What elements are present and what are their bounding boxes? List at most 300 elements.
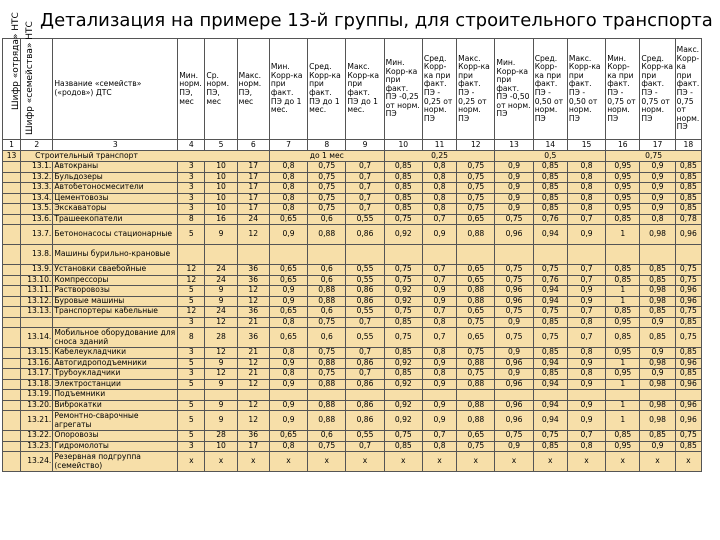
header-max-norm: Макс. норм. ПЭ, мес <box>237 39 269 140</box>
family-code: 13.23. <box>21 441 53 452</box>
value-cell: 17 <box>237 172 269 183</box>
value-cell: 0,9 <box>495 193 533 204</box>
value-cell: 0,7 <box>346 193 384 204</box>
value-cell: 0,7 <box>567 265 605 276</box>
value-cell: 0,7 <box>567 431 605 442</box>
value-cell: 0,95 <box>606 369 640 380</box>
value-cell: 0,85 <box>533 204 567 215</box>
page-title: Детализация на примере 13-й группы, для строительного транспорта <box>40 10 713 31</box>
value-cell <box>640 390 675 401</box>
value-cell: 0,8 <box>269 193 307 204</box>
value-cell: 10 <box>205 162 237 173</box>
value-cell: 0,75 <box>457 204 495 215</box>
value-cell: 0,75 <box>457 193 495 204</box>
value-cell: 0,9 <box>422 358 456 369</box>
table-row <box>3 307 702 318</box>
value-cell: 3 <box>178 193 205 204</box>
value-cell: 10 <box>205 183 237 194</box>
value-cell: 0,85 <box>533 348 567 359</box>
value-cell <box>606 245 640 265</box>
value-cell: 9 <box>205 400 237 411</box>
value-cell: 17 <box>237 193 269 204</box>
value-cell: 8 <box>178 328 205 348</box>
table-row <box>3 348 702 359</box>
value-cell: 0,98 <box>640 411 675 431</box>
value-cell: 0,85 <box>384 172 422 183</box>
value-cell: 0,96 <box>495 379 533 390</box>
value-cell: 0,96 <box>495 411 533 431</box>
value-cell: x <box>495 452 533 472</box>
value-cell: 0,85 <box>675 369 701 380</box>
cell-empty <box>3 431 21 442</box>
value-cell: 0,65 <box>269 328 307 348</box>
value-cell: 0,86 <box>346 411 384 431</box>
value-cell: 36 <box>237 431 269 442</box>
value-cell: 0,88 <box>308 296 346 307</box>
family-code: 13.6. <box>21 214 53 225</box>
value-cell: x <box>457 452 495 472</box>
value-cell: 0,98 <box>640 358 675 369</box>
value-cell: 0,8 <box>567 348 605 359</box>
value-cell: 0,8 <box>422 193 456 204</box>
family-name: Транспортеры кабельные <box>53 307 178 318</box>
family-name: Гидромолоты <box>53 441 178 452</box>
table-row <box>3 204 702 215</box>
value-cell: 0,86 <box>346 296 384 307</box>
value-cell: 0,7 <box>567 275 605 286</box>
value-cell <box>205 390 237 401</box>
value-cell: 0,7 <box>346 162 384 173</box>
value-cell: 12 <box>237 296 269 307</box>
value-cell: 0,9 <box>422 379 456 390</box>
value-cell: 1 <box>606 411 640 431</box>
value-cell: 0,8 <box>567 193 605 204</box>
value-cell: 10 <box>205 204 237 215</box>
value-cell: 0,86 <box>346 286 384 297</box>
cell-empty <box>3 225 21 245</box>
value-cell: 0,75 <box>384 275 422 286</box>
value-cell: 9 <box>205 379 237 390</box>
value-cell: 0,75 <box>384 214 422 225</box>
table-row <box>3 193 702 204</box>
table-row <box>3 286 702 297</box>
column-number: 10 <box>384 140 422 151</box>
value-cell: 0,88 <box>308 225 346 245</box>
value-cell: 0,9 <box>269 411 307 431</box>
table-row <box>3 441 702 452</box>
value-cell: 0,75 <box>495 307 533 318</box>
value-cell: 0,65 <box>269 265 307 276</box>
table-row <box>3 245 702 265</box>
value-cell: 0,9 <box>567 286 605 297</box>
value-cell <box>269 390 307 401</box>
header-max-1m: Макс. Корр-ка при факт. ПЭ до 1 мес. <box>346 39 384 140</box>
value-cell: 0,85 <box>533 183 567 194</box>
value-cell: 0,8 <box>567 317 605 328</box>
value-cell: 0,8 <box>422 204 456 215</box>
value-cell: 0,96 <box>495 400 533 411</box>
family-code: 13.24. <box>21 452 53 472</box>
value-cell <box>495 390 533 401</box>
value-cell: 0,9 <box>640 348 675 359</box>
value-cell: 0,88 <box>457 358 495 369</box>
value-cell: 0,9 <box>495 162 533 173</box>
value-cell: 3 <box>178 348 205 359</box>
value-cell: 0,75 <box>533 431 567 442</box>
value-cell: 0,85 <box>384 162 422 173</box>
value-cell: 0,9 <box>422 225 456 245</box>
column-number: 4 <box>178 140 205 151</box>
table-row <box>3 162 702 173</box>
cell-empty <box>3 275 21 286</box>
value-cell: 0,85 <box>675 172 701 183</box>
value-cell: 0,8 <box>269 317 307 328</box>
value-cell <box>495 245 533 265</box>
group-row <box>3 151 702 162</box>
value-cell: 0,9 <box>422 286 456 297</box>
value-cell: 0,6 <box>308 328 346 348</box>
value-cell: 1 <box>606 379 640 390</box>
value-cell: 12 <box>205 317 237 328</box>
value-cell: x <box>308 452 346 472</box>
value-cell: 0,9 <box>495 204 533 215</box>
value-cell: 24 <box>205 265 237 276</box>
value-cell: 0,94 <box>533 286 567 297</box>
value-cell: 0,75 <box>457 317 495 328</box>
family-name: Кабелеукладчики <box>53 348 178 359</box>
value-cell: x <box>178 452 205 472</box>
value-cell: 0,8 <box>269 348 307 359</box>
table-row <box>3 317 702 328</box>
value-cell: 0,65 <box>457 431 495 442</box>
family-name: Мобильное оборудование для сноса зданий <box>53 328 178 348</box>
table-row <box>3 265 702 276</box>
value-cell: 0,9 <box>495 348 533 359</box>
value-cell: 24 <box>205 307 237 318</box>
value-cell: x <box>269 452 307 472</box>
value-cell: 0,75 <box>384 265 422 276</box>
value-cell: 0,7 <box>422 328 456 348</box>
value-cell: 0,9 <box>422 411 456 431</box>
value-cell: 0,75 <box>308 317 346 328</box>
value-cell: 0,96 <box>495 358 533 369</box>
value-cell: 0,9 <box>567 400 605 411</box>
value-cell: 0,86 <box>346 400 384 411</box>
value-cell: 0,65 <box>457 214 495 225</box>
value-cell: x <box>346 452 384 472</box>
header-name: Название «семейств» («родов») ДТС <box>53 39 178 140</box>
family-name: Установки сваебойные <box>53 265 178 276</box>
value-cell: 1 <box>606 400 640 411</box>
value-cell: 0,85 <box>533 317 567 328</box>
family-code: 13.4. <box>21 193 53 204</box>
value-cell: 0,75 <box>308 441 346 452</box>
value-cell: 0,8 <box>422 317 456 328</box>
table-row <box>3 358 702 369</box>
value-cell: 0,98 <box>640 286 675 297</box>
value-cell: 0,94 <box>533 379 567 390</box>
family-name: Автогидроподъемники <box>53 358 178 369</box>
group-period-4: 0,75 <box>606 151 702 162</box>
value-cell: 0,65 <box>457 275 495 286</box>
value-cell: 5 <box>178 358 205 369</box>
value-cell: 0,9 <box>495 317 533 328</box>
value-cell: 0,55 <box>346 307 384 318</box>
value-cell <box>308 245 346 265</box>
value-cell: 0,75 <box>457 183 495 194</box>
value-cell: 0,9 <box>567 411 605 431</box>
table-row <box>3 379 702 390</box>
table-row <box>3 411 702 431</box>
header-avg-050: Сред. Корр-ка при факт. ПЭ - 0,50 от норм. ПЭ <box>533 39 567 140</box>
value-cell: 0,85 <box>640 307 675 318</box>
value-cell: 36 <box>237 275 269 286</box>
value-cell: 0,96 <box>495 286 533 297</box>
cell-empty <box>3 245 21 265</box>
value-cell: 0,92 <box>384 411 422 431</box>
value-cell: 0,9 <box>567 225 605 245</box>
value-cell: 0,75 <box>457 369 495 380</box>
value-cell: 0,8 <box>567 162 605 173</box>
value-cell: 28 <box>205 328 237 348</box>
family-name: Компрессоры <box>53 275 178 286</box>
value-cell: 0,85 <box>533 193 567 204</box>
value-cell: 0,76 <box>533 214 567 225</box>
value-cell: 0,96 <box>495 225 533 245</box>
value-cell: 0,8 <box>567 204 605 215</box>
value-cell: 21 <box>237 317 269 328</box>
value-cell: 0,76 <box>533 275 567 286</box>
header-avg-025: Сред. Корр-ка при факт. ПЭ - 0,25 от норм. ПЭ <box>422 39 456 140</box>
value-cell: 0,85 <box>606 214 640 225</box>
family-name: Автобетоносмесители <box>53 183 178 194</box>
value-cell: 0,9 <box>640 162 675 173</box>
value-cell: x <box>533 452 567 472</box>
value-cell: 0,7 <box>346 317 384 328</box>
value-cell: 0,9 <box>495 183 533 194</box>
value-cell: 0,65 <box>457 307 495 318</box>
value-cell <box>237 245 269 265</box>
value-cell: 0,65 <box>269 307 307 318</box>
value-cell: 0,92 <box>384 286 422 297</box>
value-cell: 0,8 <box>422 162 456 173</box>
value-cell: 12 <box>237 286 269 297</box>
value-cell: 0,9 <box>640 369 675 380</box>
value-cell: 0,94 <box>533 225 567 245</box>
value-cell: 0,7 <box>567 214 605 225</box>
value-cell: 9 <box>205 225 237 245</box>
value-cell: 0,85 <box>384 183 422 194</box>
value-cell: 1 <box>606 286 640 297</box>
detail-table <box>2 38 702 472</box>
cell-empty <box>3 328 21 348</box>
family-code: 13.5. <box>21 204 53 215</box>
value-cell: 0,65 <box>457 328 495 348</box>
value-cell: 16 <box>205 214 237 225</box>
value-cell: 0,7 <box>567 307 605 318</box>
value-cell: 0,7 <box>346 369 384 380</box>
value-cell: 0,96 <box>675 379 701 390</box>
value-cell: x <box>384 452 422 472</box>
value-cell: x <box>640 452 675 472</box>
value-cell: 0,85 <box>384 204 422 215</box>
header-max-050: Макс. Корр-ка при факт. ПЭ - 0,50 от норм. ПЭ <box>567 39 605 140</box>
header-avg-1m: Сред. Корр-ка при факт. ПЭ до 1 мес. <box>308 39 346 140</box>
family-name: Растворовозы <box>53 286 178 297</box>
value-cell: 0,94 <box>533 358 567 369</box>
value-cell: 5 <box>178 411 205 431</box>
value-cell: 0,75 <box>533 307 567 318</box>
value-cell: 0,75 <box>457 348 495 359</box>
column-number: 12 <box>457 140 495 151</box>
value-cell: 0,9 <box>269 358 307 369</box>
family-code: 13.12. <box>21 296 53 307</box>
value-cell: 0,9 <box>495 172 533 183</box>
value-cell: 12 <box>237 411 269 431</box>
value-cell: 0,7 <box>422 214 456 225</box>
value-cell: 0,55 <box>346 265 384 276</box>
column-number: 15 <box>567 140 605 151</box>
value-cell: 3 <box>178 162 205 173</box>
family-name: Бульдозеры <box>53 172 178 183</box>
value-cell: 0,85 <box>640 431 675 442</box>
value-cell: 0,98 <box>640 225 675 245</box>
family-code: 13.7. <box>21 225 53 245</box>
value-cell: 17 <box>237 162 269 173</box>
value-cell: 0,8 <box>422 369 456 380</box>
column-number: 17 <box>640 140 675 151</box>
group-period-1: до 1 мес <box>269 151 384 162</box>
value-cell: 1 <box>606 225 640 245</box>
value-cell <box>178 390 205 401</box>
value-cell: 0,75 <box>457 162 495 173</box>
value-cell: 0,6 <box>308 275 346 286</box>
value-cell: 0,9 <box>640 193 675 204</box>
value-cell: 0,92 <box>384 296 422 307</box>
family-code: 13.15. <box>21 348 53 359</box>
family-name: Экскаваторы <box>53 204 178 215</box>
table-row <box>3 183 702 194</box>
cell-empty <box>3 369 21 380</box>
value-cell <box>384 245 422 265</box>
value-cell: 0,75 <box>308 183 346 194</box>
value-cell: 0,75 <box>495 214 533 225</box>
value-cell: 17 <box>237 183 269 194</box>
value-cell: 0,88 <box>457 400 495 411</box>
value-cell <box>567 390 605 401</box>
table-row <box>3 369 702 380</box>
family-name: Электростанции <box>53 379 178 390</box>
value-cell: x <box>606 452 640 472</box>
value-cell: 0,85 <box>384 369 422 380</box>
column-number: 5 <box>205 140 237 151</box>
family-name: Автокраны <box>53 162 178 173</box>
table-row <box>3 214 702 225</box>
value-cell: 0,75 <box>457 441 495 452</box>
value-cell: 0,75 <box>675 307 701 318</box>
value-cell: 0,96 <box>675 225 701 245</box>
value-cell: 21 <box>237 369 269 380</box>
value-cell: 0,75 <box>533 328 567 348</box>
value-cell: 0,95 <box>606 193 640 204</box>
value-cell <box>308 390 346 401</box>
value-cell: 0,75 <box>495 275 533 286</box>
family-name: Резервная подгруппа (семейство) <box>53 452 178 472</box>
group-period-3: 0,5 <box>495 151 606 162</box>
cell-empty <box>3 193 21 204</box>
value-cell <box>457 245 495 265</box>
header-avg-norm: Ср. норм. ПЭ, мес <box>205 39 237 140</box>
value-cell: 0,95 <box>606 348 640 359</box>
value-cell: 0,9 <box>567 358 605 369</box>
header-max-075: Макс. Корр-ка при факт. ПЭ - 0,75 от норм. ПЭ <box>675 39 701 140</box>
value-cell: 0,75 <box>675 328 701 348</box>
value-cell: 12 <box>237 379 269 390</box>
value-cell: 5 <box>178 379 205 390</box>
value-cell: 0,9 <box>567 296 605 307</box>
value-cell: 0,78 <box>675 214 701 225</box>
value-cell: 3 <box>178 441 205 452</box>
value-cell: 0,8 <box>269 183 307 194</box>
value-cell: 0,85 <box>533 162 567 173</box>
value-cell: 0,9 <box>640 183 675 194</box>
value-cell: 0,85 <box>675 162 701 173</box>
value-cell: 0,75 <box>308 369 346 380</box>
value-cell <box>346 245 384 265</box>
value-cell: 0,6 <box>308 265 346 276</box>
value-cell: 0,9 <box>495 369 533 380</box>
value-cell: 0,55 <box>346 275 384 286</box>
value-cell: 0,85 <box>606 328 640 348</box>
value-cell: 0,88 <box>457 225 495 245</box>
cell-empty <box>3 286 21 297</box>
value-cell: 0,8 <box>269 441 307 452</box>
value-cell: 0,9 <box>269 296 307 307</box>
value-cell: 0,88 <box>457 411 495 431</box>
value-cell <box>675 245 701 265</box>
value-cell: 0,94 <box>533 400 567 411</box>
table-row <box>3 225 702 245</box>
value-cell: 0,96 <box>675 400 701 411</box>
value-cell: 12 <box>237 225 269 245</box>
group-code: 13 <box>3 151 21 162</box>
value-cell: 0,9 <box>269 400 307 411</box>
column-number: 11 <box>422 140 456 151</box>
value-cell <box>640 245 675 265</box>
value-cell: 0,92 <box>384 358 422 369</box>
family-name: Бетононасосы стационарные <box>53 225 178 245</box>
value-cell: 0,98 <box>640 296 675 307</box>
value-cell: 9 <box>205 296 237 307</box>
value-cell: 5 <box>178 431 205 442</box>
value-cell <box>178 245 205 265</box>
value-cell: 12 <box>178 265 205 276</box>
family-code: 13.3. <box>21 183 53 194</box>
value-cell: 0,85 <box>675 193 701 204</box>
value-cell: 1 <box>606 358 640 369</box>
value-cell: 0,98 <box>640 379 675 390</box>
value-cell <box>205 245 237 265</box>
value-cell: 0,65 <box>269 431 307 442</box>
value-cell: 0,7 <box>567 328 605 348</box>
value-cell <box>422 390 456 401</box>
column-number: 7 <box>269 140 307 151</box>
vertical-label-family: Шифр «семейства» НТС <box>25 21 35 135</box>
value-cell <box>422 245 456 265</box>
value-cell: 0,9 <box>640 172 675 183</box>
family-name: Цементовозы <box>53 193 178 204</box>
cell-empty <box>3 307 21 318</box>
